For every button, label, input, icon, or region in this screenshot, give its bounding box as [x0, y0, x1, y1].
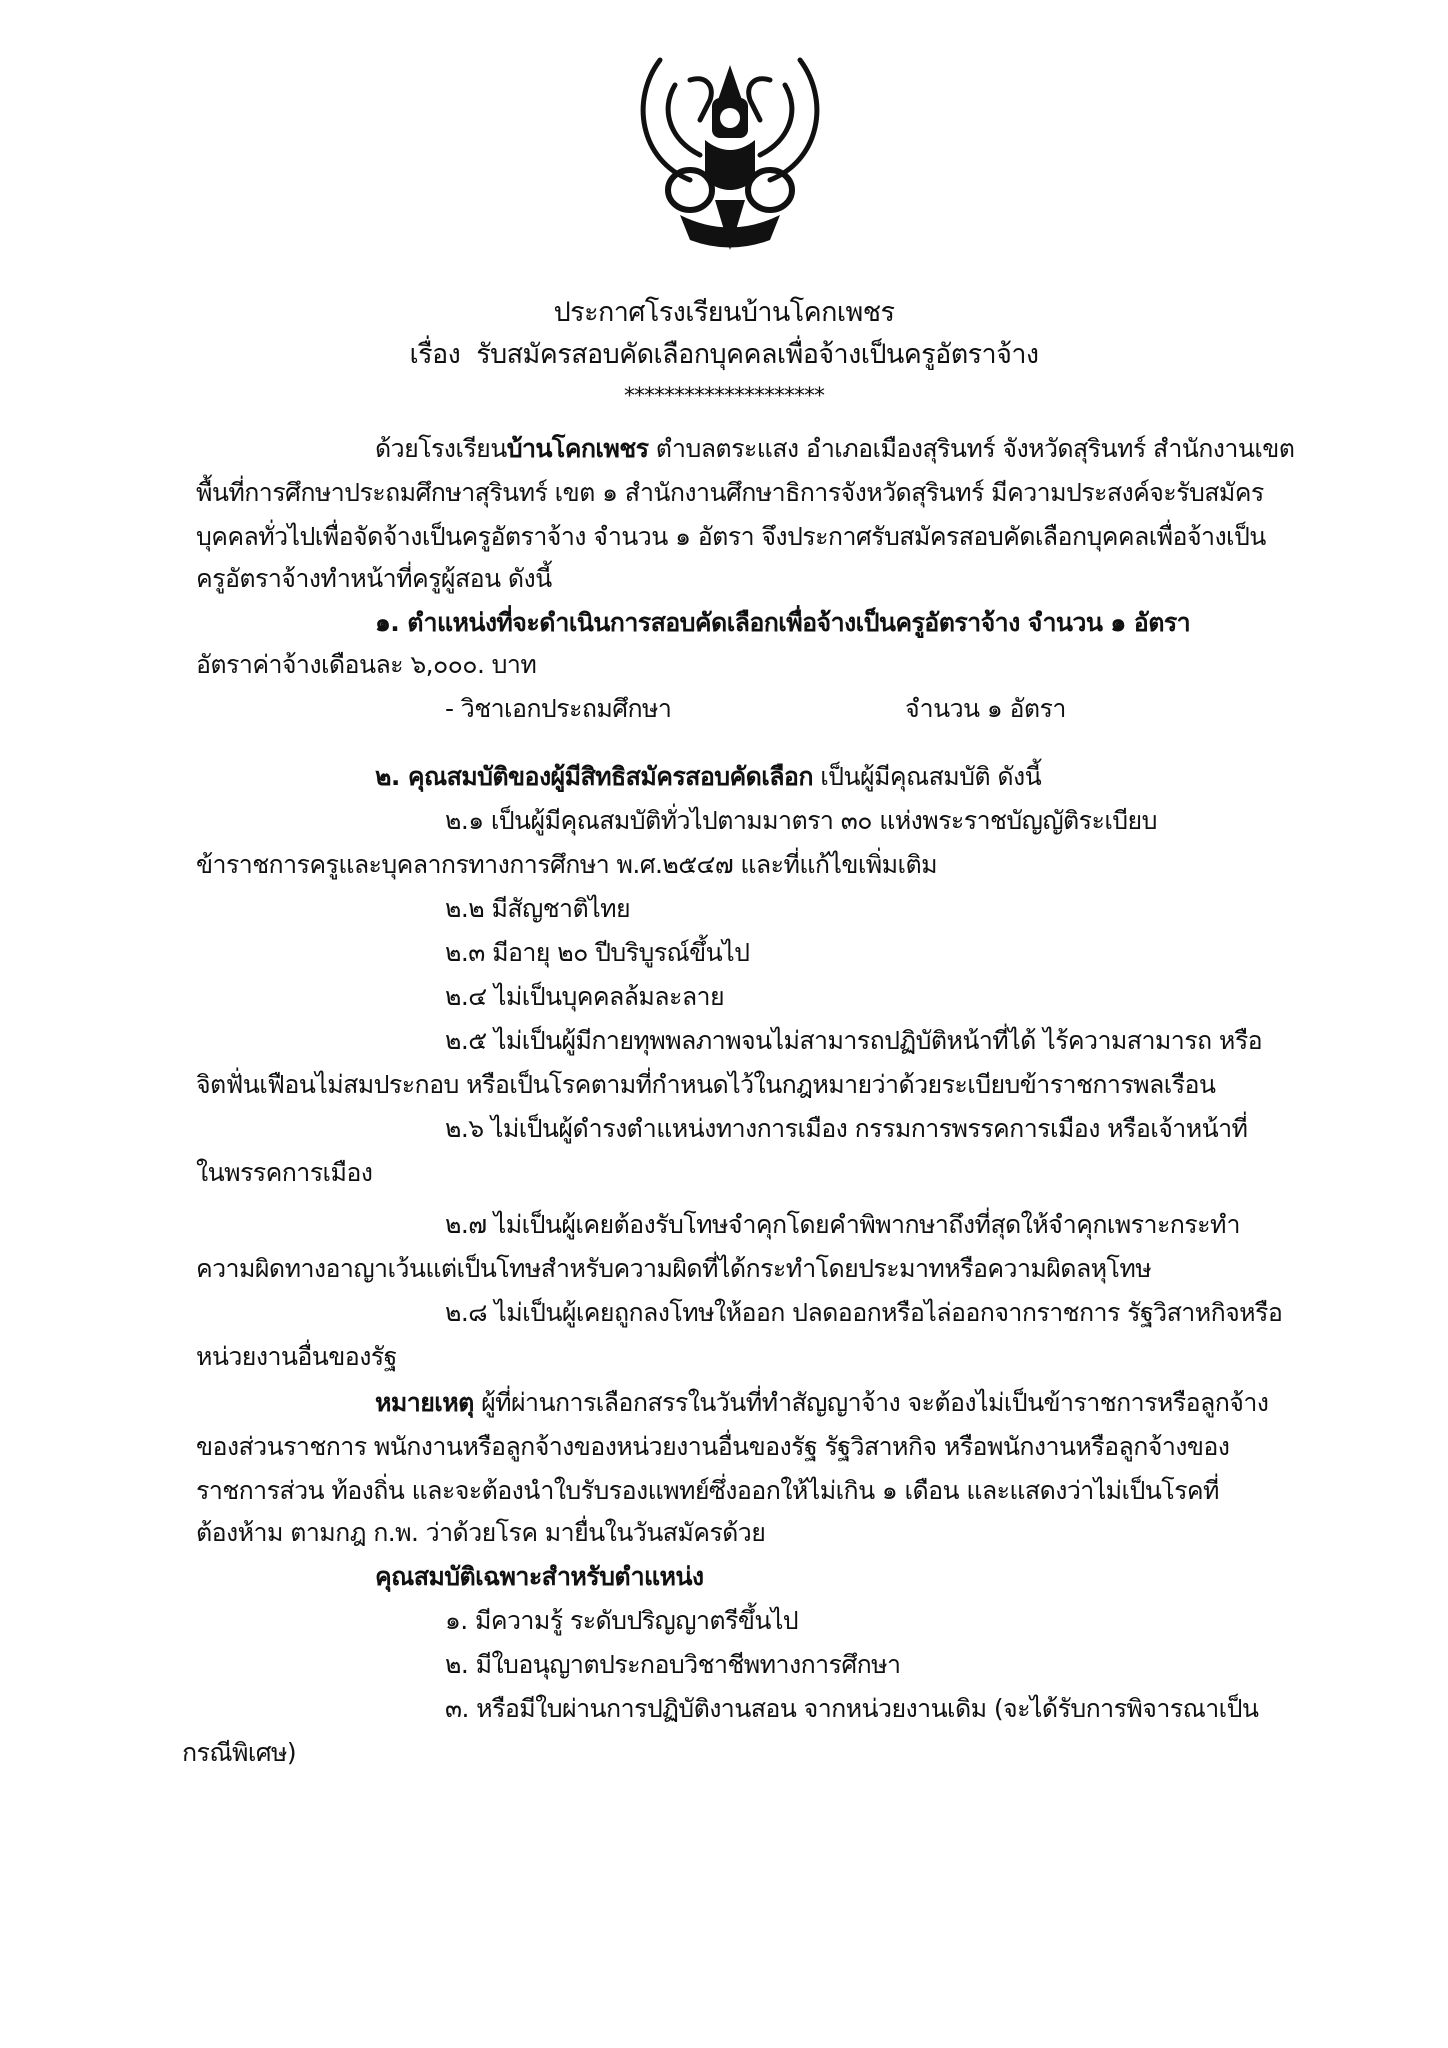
qualification-2-4: ๒.๔ ไม่เป็นบุคคลล้มละลาย — [445, 982, 725, 1011]
intro-line-2: พื้นที่การศึกษาประถมศึกษาสุรินทร์ เขต ๑ สำนักงานศึกษาธิการจังหวัดสุรินทร์ มีความประสงค์จะรับสมัคร — [196, 478, 1264, 507]
qualification-2-7-cont: ความผิดทางอาญาเว้นแต่เป็นโทษสำหรับความผิดที่ได้กระทำโดยประมาทหรือความผิดลหุโทษ — [196, 1254, 1152, 1283]
announcement-title: ประกาศโรงเรียนบ้านโคกเพชร — [553, 297, 895, 328]
section2-heading-bold: ๒. คุณสมบัติของผู้มีสิทธิสมัครสอบคัดเลือก — [375, 762, 813, 791]
qualification-2-7: ๒.๗ ไม่เป็นผู้เคยต้องรับโทษจำคุกโดยคำพิพากษาถึงที่สุดให้จำคุกเพราะกระทำ — [445, 1210, 1240, 1239]
qualification-2-8-cont: หน่วยงานอื่นของรัฐ — [196, 1342, 397, 1371]
intro-line-4: ครูอัตราจ้างทำหน้าที่ครูผู้สอน ดังนี้ — [196, 564, 552, 593]
qualification-2-8: ๒.๘ ไม่เป็นผู้เคยถูกลงโทษให้ออก ปลดออกหรือไล่ออกจากราชการ รัฐวิสาหกิจหรือ — [445, 1298, 1283, 1327]
note-line-2: ของส่วนราชการ พนักงานหรือลูกจ้างของหน่วยงานอื่นของรัฐ รัฐวิสาหกิจ หรือพนักงานหรือลูกจ้างของ — [196, 1432, 1230, 1461]
qualification-2-3: ๒.๓ มีอายุ ๒๐ ปีบริบูรณ์ขึ้นไป — [445, 938, 750, 967]
note-line-1 — [375, 1386, 1268, 1420]
intro-prefix: ด้วยโรงเรียน — [375, 434, 507, 463]
announcement-subject — [0, 338, 1448, 372]
section2-heading-rest: เป็นผู้มีคุณสมบัติ ดังนี้ — [812, 762, 1042, 791]
section1-heading: ๑. ตำแหน่งที่จะดำเนินการสอบคัดเลือกเพื่อจ้างเป็นครูอัตราจ้าง จำนวน ๑ อัตรา — [375, 608, 1191, 637]
note-line-3: ราชการส่วน ท้องถิ่น และจะต้องนำใบรับรองแพทย์ซึ่งออกให้ไม่เกิน ๑ เดือน และแสดงว่าไม่เป็นโรคที่ — [196, 1476, 1219, 1505]
position-count: จำนวน ๑ อัตรา — [905, 694, 1066, 723]
qualification-2-5-cont: จิตฟั่นเฟือนไม่สมประกอบ หรือเป็นโรคตามที่กำหนดไว้ในกฎหมายว่าด้วยระเบียบข้าราชการพลเรือน — [196, 1070, 1216, 1099]
qualification-2-2: ๒.๒ มีสัญชาติไทย — [445, 894, 631, 923]
specific-heading: คุณสมบัติเฉพาะสำหรับตำแหน่ง — [375, 1562, 704, 1591]
qualification-2-6: ๒.๖ ไม่เป็นผู้ดำรงตำแหน่งทางการเมือง กรรมการพรรคการเมือง หรือเจ้าหน้าที่ — [445, 1114, 1248, 1143]
specific-item-3: ๓. หรือมีใบผ่านการปฏิบัติงานสอน จากหน่วยงานเดิม (จะได้รับการพิจารณาเป็น — [445, 1694, 1259, 1723]
specific-item-1: ๑. มีความรู้ ระดับปริญญาตรีขึ้นไป — [445, 1606, 799, 1635]
intro-line-3: บุคคลทั่วไปเพื่อจัดจ้างเป็นครูอัตราจ้าง จำนวน ๑ อัตรา จึงประกาศรับสมัครสอบคัดเลือกบุคคลเพื่อจ้างเป็น — [196, 522, 1266, 551]
separator: ******************** — [624, 384, 824, 409]
section2-heading — [375, 760, 1041, 794]
salary-text: อัตราค่าจ้างเดือนละ ๖,๐๐๐. บาท — [196, 650, 537, 679]
qualification-2-1: ๒.๑ เป็นผู้มีคุณสมบัติทั่วไปตามมาตรา ๓๐ แห่งพระราชบัญญัติระเบียบ — [445, 806, 1157, 835]
intro-line-1-rest: ตำบลตระแสง อำเภอเมืองสุรินทร์ จังหวัดสุรินทร์ สำนักงานเขต — [648, 434, 1295, 463]
school-name: บ้านโคกเพชร — [506, 434, 649, 463]
qualification-2-5: ๒.๕ ไม่เป็นผู้มีกายทุพพลภาพจนไม่สามารถปฏิบัติหน้าที่ได้ ไร้ความสามารถ หรือ — [445, 1026, 1263, 1055]
note-line-4: ต้องห้าม ตามกฎ ก.พ. ว่าด้วยโรค มายื่นในวันสมัครด้วย — [196, 1518, 766, 1547]
garuda-emblem-icon — [620, 40, 840, 260]
note-label: หมายเหตุ — [375, 1388, 474, 1417]
position-item: - วิชาเอกประถมศึกษา — [445, 694, 672, 723]
qualification-2-1-cont: ข้าราชการครูและบุคลากรทางการศึกษา พ.ศ.๒๕๔๗ และที่แก้ไขเพิ่มเติม — [196, 850, 938, 879]
qualification-2-6-cont: ในพรรคการเมือง — [196, 1158, 373, 1187]
subject-label: เรื่อง — [409, 339, 461, 370]
intro-line-1 — [375, 432, 1294, 466]
subject-text: รับสมัครสอบคัดเลือกบุคคลเพื่อจ้างเป็นครูอัตราจ้าง — [476, 339, 1039, 370]
note-line-1-text: ผู้ที่ผ่านการเลือกสรรในวันที่ทำสัญญาจ้าง จะต้องไม่เป็นข้าราชการหรือลูกจ้าง — [473, 1388, 1269, 1417]
specific-item-2: ๒. มีใบอนุญาตประกอบวิชาชีพทางการศึกษา — [445, 1650, 901, 1679]
specific-item-3-cont: กรณีพิเศษ) — [182, 1738, 297, 1767]
